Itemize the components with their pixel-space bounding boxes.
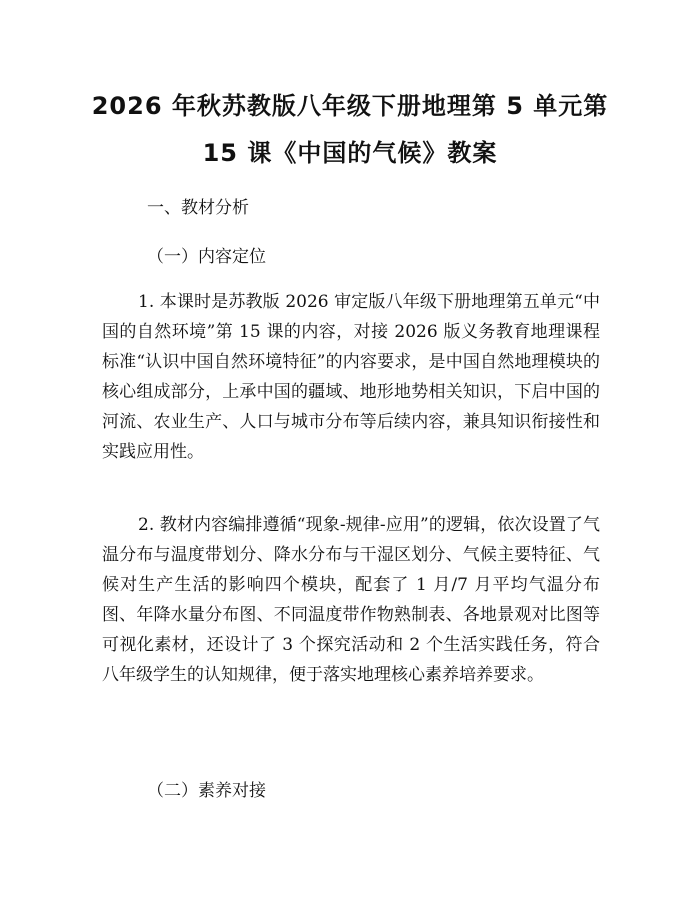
document-title-line-1: 2026 年秋苏教版八年级下册地理第 5 单元第 — [91, 92, 609, 120]
section-heading-teaching-material-analysis: 一、教材分析 — [147, 198, 249, 218]
paragraph-1: 1. 本课时是苏教版 2026 审定版八年级下册地理第五单元“中国的自然环境”第 15 课的内容，对接 2026 版义务教育地理课程标准“认识中国自然环境特征”的内容要求，是中国自然地理模块的核心组成部分，上承中国的疆域、地形地势相关知识，下启中国的河流、农业生产、人口与城市分布等后续内容，兼具知识衔接性和实践应用性。 — [102, 292, 600, 462]
paragraph-2: 2. 教材内容编排遵循“现象-规律-应用”的逻辑，依次设置了气温分布与温度带划分、降水分布与干湿区划分、气候主要特征、气候对生产生活的影响四个模块，配套了 1 月/7 月平均气温分布图、年降水量分布图、不同温度带作物熟制表、各地景观对比图等可视化素材，还设计了 3 个探究活动和 2 个生活实践任务，符合八年级学生的认知规律，便于落实地理核心素养培养要求。 — [102, 515, 600, 685]
document-title-line-2: 15 课《中国的气候》教案 — [202, 139, 498, 167]
subsection-heading-competency-alignment: （二）素养对接 — [147, 781, 266, 801]
subsection-heading-content-positioning: （一）内容定位 — [147, 247, 266, 267]
